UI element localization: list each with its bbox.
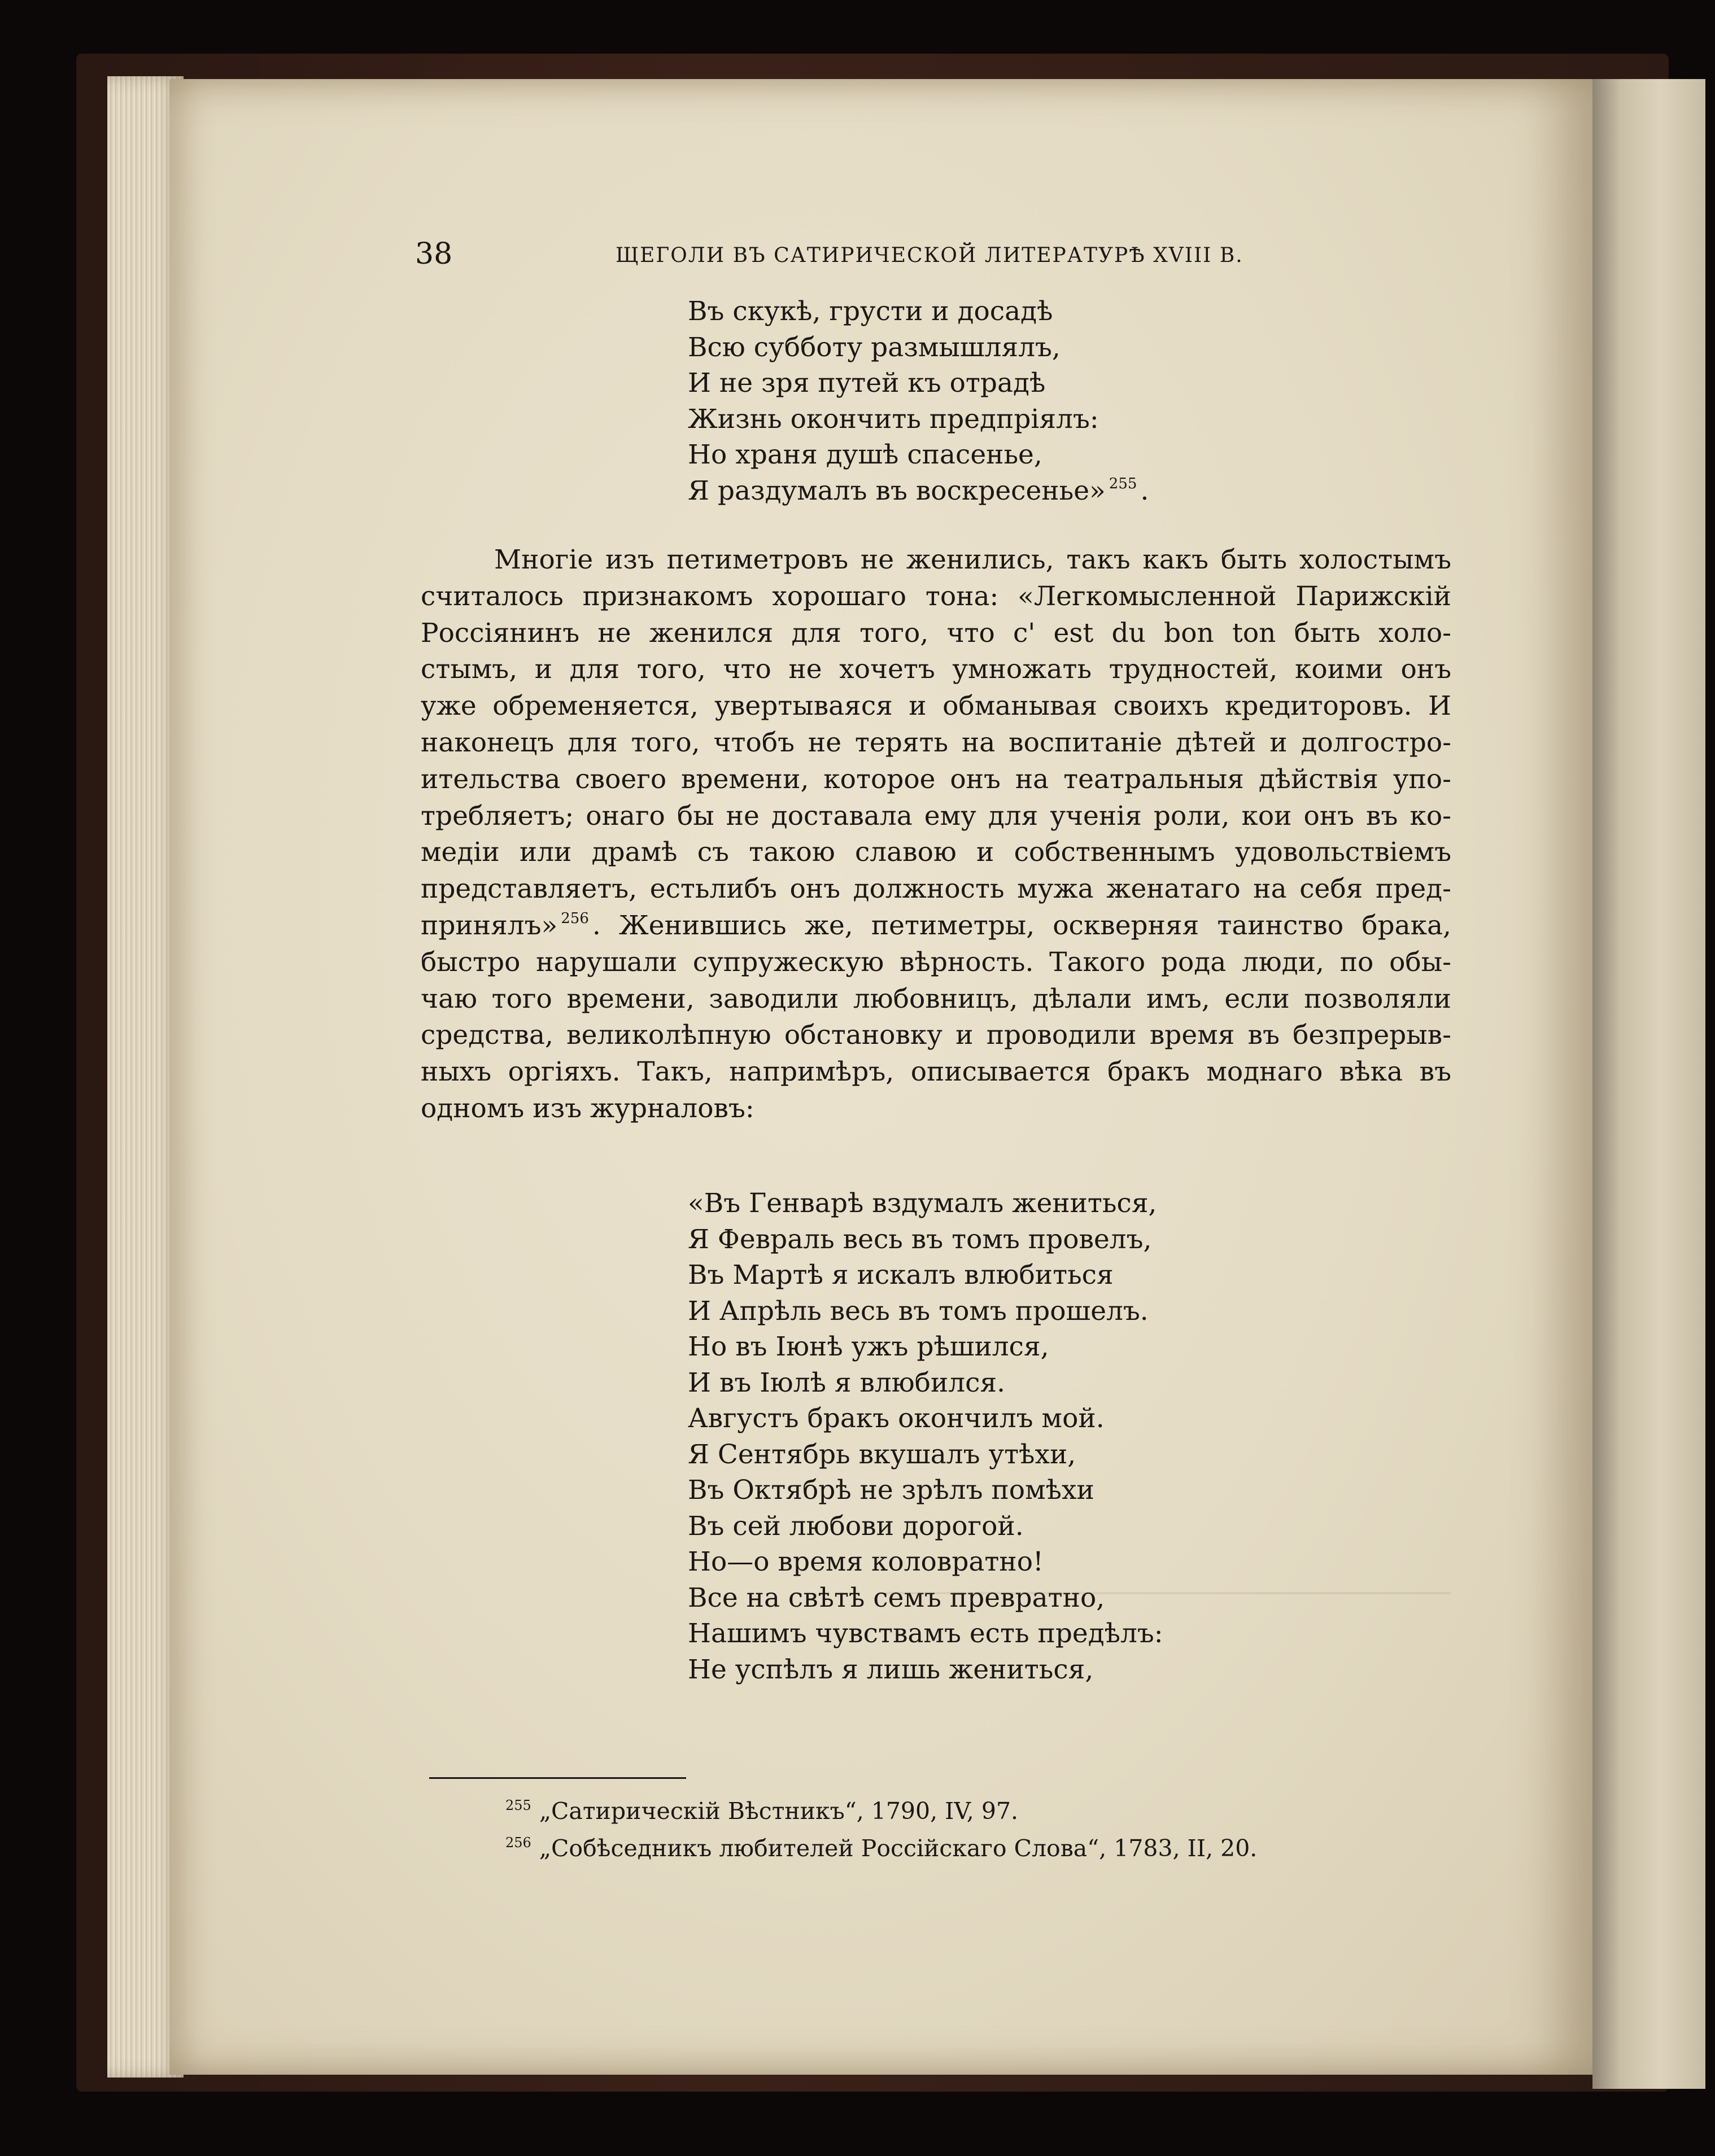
verse-line: Въ Мартѣ я искалъ влюбиться [688,1260,1114,1291]
footnote-text: „Собѣседникъ любителей Россійскаго Слова“, 1783, II, 20. [539,1835,1258,1862]
verse-line: Не успѣлъ я лишь жениться, [688,1654,1094,1685]
footnote-number: 256 [505,1835,531,1851]
text-line: стымъ, и для того, что не хочетъ умножать трудностей, коими онъ [421,654,1451,685]
footnotes [505,1792,1257,1867]
text-line: ительства своего времени, которое онъ на театральныя дѣйствія упо- [421,763,1451,795]
text-line: ныхъ оргіяхъ. Такъ, напримѣръ, описывается бракъ моднаго вѣка въ [421,1056,1451,1088]
text-line: считалось признакомъ хорошаго тона: «Легкомысленной Парижскій [421,580,1451,612]
text-line: наконецъ для того, чтобъ не терять на воспитаніе дѣтей и долгостро- [421,727,1451,758]
body-paragraph [421,542,1451,1127]
verse-line: Всю субботу размышлялъ, [688,331,1061,363]
verse-line: И въ Іюлѣ я влюбился. [688,1367,1006,1398]
verse-line: Но—о время коловратно! [688,1546,1044,1577]
verse-line: Въ скукѣ, грусти и досадѣ [688,296,1053,327]
verse-line: Августъ бракъ окончилъ мой. [688,1403,1105,1434]
verse-line-text: Я раздумалъ въ воскресенье» [688,475,1106,506]
text-line: средства, великолѣпную обстановку и проводили время въ безпрерыв- [421,1020,1451,1051]
verse-line: Я Февраль весь въ томъ провелъ, [688,1223,1152,1255]
verse-line: Въ сей любови дорогой. [688,1510,1024,1542]
page-header [415,237,1454,271]
footnote-ref: 255 [1109,475,1137,492]
text-line: быстро нарушали супружескую вѣрность. Такого рода люди, по обы- [421,946,1451,978]
verse-line: Все на свѣтѣ семъ превратно, [688,1582,1105,1613]
footnote [505,1792,1257,1830]
verse-block-top [688,294,1149,509]
footnote-ref: 256 [561,909,589,927]
text-line: Многіе изъ петиметровъ не женились, такъ какъ быть холостымъ [494,544,1451,575]
verse-line: Жизнь окончить предпріялъ: [688,403,1099,435]
footnote [505,1830,1257,1867]
text-line: требляетъ; онаго бы не доставала ему для ученія роли, кои онъ въ ко- [421,800,1451,832]
verse-line: И не зря путей къ отрадѣ [688,368,1046,399]
verse-line: Я Сентябрь вкушалъ утѣхи, [688,1438,1076,1470]
text-line: Россіянинъ не женился для того, что c' est du bon ton быть холо- [421,617,1451,649]
verse-line: Я раздумалъ въ воскресенье» $^{255}$ . [688,475,1149,506]
text-fragment: принялъ» [421,909,558,941]
page-number: 38 [415,237,453,271]
verse-line: Въ Октябрѣ не зрѣлъ помѣхи [688,1475,1094,1506]
text-line: представляетъ, естьлибъ онъ должность мужа женатаго на себя пред- [421,873,1451,905]
verse-line: «Въ Генварѣ вздумалъ жениться, [688,1188,1157,1219]
verse-line: И Апрѣль весь въ томъ прошелъ. [688,1295,1149,1327]
show-through-mark [887,1592,1451,1594]
facing-page-edge [1592,79,1705,2089]
verse-line: Но въ Іюнѣ ужъ рѣшился, [688,1331,1049,1362]
verse-block-bottom [688,1186,1163,1687]
text-fragment: . Женившись же, петиметры, оскверняя таинство брака, [592,909,1451,941]
text-line: медіи или драмѣ съ такою славою и собственнымъ удовольствіемъ [421,837,1451,868]
verse-line: Но храня душѣ спасенье, [688,439,1042,470]
text-line: уже обременяется, увертываяся и обманывая своихъ кредиторовъ. И [421,690,1451,722]
footnote-divider [429,1777,686,1779]
running-head: ЩЕГОЛИ ВЪ САТИРИЧЕСКОЙ ЛИТЕРАТУРѢ XVIII В. [616,244,1243,267]
text-line: одномъ изъ журналовъ: [421,1092,754,1124]
footnote-number: 255 [505,1798,531,1813]
footnote-text: „Сатирическій Вѣстникъ“, 1790, IV, 97. [539,1798,1019,1825]
text-line: чаю того времени, заводили любовницъ, дѣлали имъ, если позволяли [421,983,1451,1014]
text-line [421,908,1451,944]
verse-line: Нашимъ чувствамъ есть предѣлъ: [688,1618,1163,1649]
